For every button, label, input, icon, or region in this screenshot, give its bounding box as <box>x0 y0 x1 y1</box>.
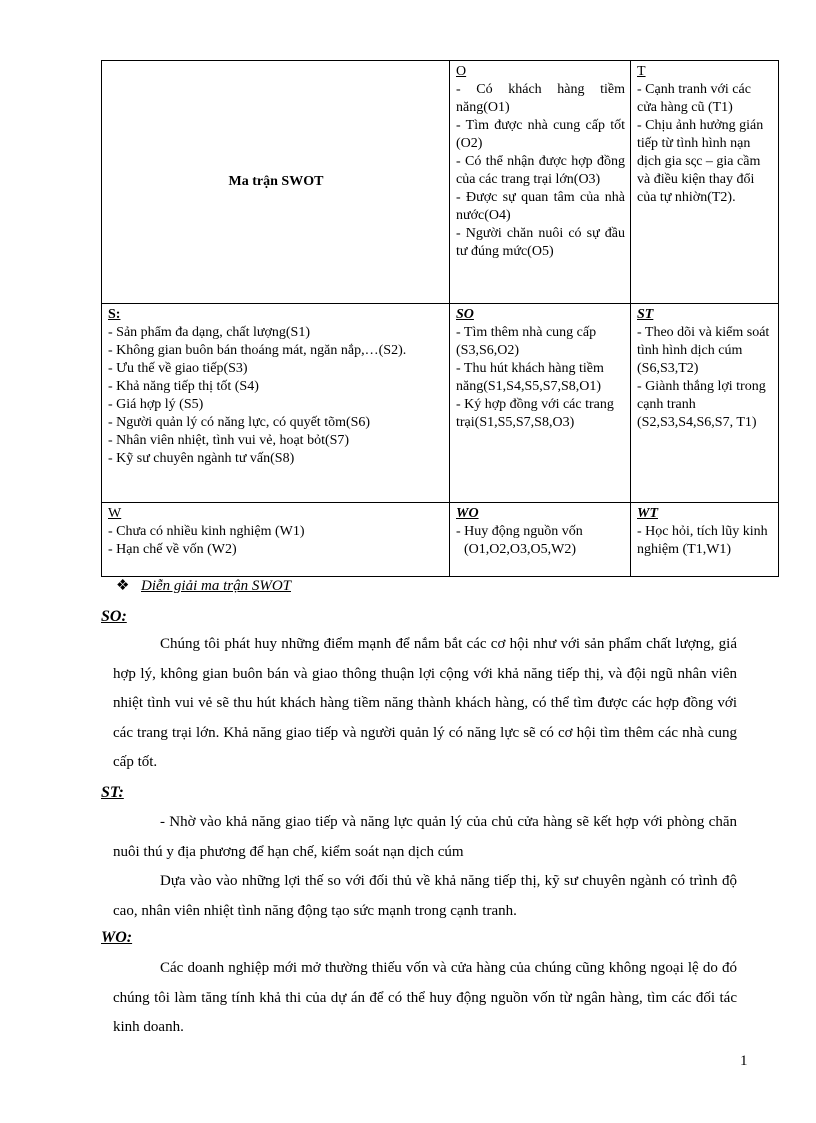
section-heading: Diễn giải ma trận SWOT <box>141 578 291 594</box>
list-item: - Tìm thêm nhà cung cấp (S3,S6,O2) <box>456 325 597 358</box>
list-item: - Sản phẩm đa dạng, chất lượng(S1) <box>108 325 311 340</box>
weaknesses-cell <box>102 503 450 577</box>
so-paragraph: Chúng tôi phát huy những điểm mạnh để nắm bắt các cơ hội như với sản phẩm chất lượng, giá hợp lý, không gian buôn bán và giao thông thuận lợi cộng với khả năng tiếp thị, và đội ngũ nhân viên nhiệt tình vui vẻ sẽ thu hút khách hàng tiềm năng thành khách hàng, có thể tìm được các hợp đồng với các trang trại lớn. Khả năng giao tiếp và người quản lý có năng lực sẽ có cơ hội tìm thêm các nhà cung cấp tốt. <box>113 636 737 770</box>
list-item: - Ưu thế về giao tiếp(S3) <box>108 361 248 376</box>
weaknesses-heading: W <box>108 506 122 521</box>
list-item: - Học hỏi, tích lũy kinh nghiệm (T1,W1) <box>637 524 768 557</box>
wo-strategy-cell <box>450 503 631 577</box>
strengths-heading: S: <box>108 307 121 322</box>
list-item: - Tìm được nhà cung cấp tốt (O2) <box>456 118 625 151</box>
wo-paragraph: Các doanh nghiệp mới mở thường thiếu vốn và cửa hàng của chúng cũng không ngoại lệ do đó chúng tôi làm tăng tính khả thi của dự án để có thể huy động nguồn vốn từ ngân hàng, tìm các đối tác kinh doanh. <box>113 960 737 1035</box>
list-item: - Chưa có nhiều kinh nghiệm (W1) <box>108 524 305 539</box>
opportunities-heading: O <box>456 64 467 79</box>
so-section-title: SO: <box>101 608 127 625</box>
list-item: - Khả năng tiếp thị tốt (S4) <box>108 379 259 394</box>
list-item: - Huy động nguồn vốn <box>456 524 583 539</box>
list-item: - Người chăn nuôi có sự đầu tư đúng mức(O5) <box>456 226 625 259</box>
wt-heading: WT <box>637 506 658 521</box>
list-item: - Hạn chế về vốn (W2) <box>108 542 237 557</box>
so-strategy-cell <box>450 304 631 503</box>
list-item: - Không gian buôn bán thoáng mát, ngăn nắp,…(S2). <box>108 343 407 358</box>
swot-corner-title: Ma trận SWOT <box>102 61 450 304</box>
st-paragraph-1: - Nhờ vào khả năng giao tiếp và năng lực quản lý của chủ cửa hàng sẽ kết hợp với phòng chăn nuôi thú y địa phương để hạn chế, kiểm soát nạn dịch cúm <box>113 814 737 860</box>
st-paragraph-2: Dựa vào vào những lợi thế so với đối thủ về khả năng tiếp thị, kỹ sư chuyên ngành có trình độ cao, nhân viên nhiệt tình năng động tạo sức mạnh trong cạnh tranh. <box>113 873 737 919</box>
wo-heading: WO <box>456 506 479 521</box>
threats-heading: T <box>637 64 646 79</box>
list-item: (O1,O2,O3,O5,W2) <box>464 542 576 557</box>
list-item: - Kỹ sư chuyên ngành tư vấn(S8) <box>108 451 295 466</box>
list-item: - Được sự quan tâm của nhà nước(O4) <box>456 190 625 223</box>
st-heading: ST <box>637 307 654 322</box>
wt-strategy-cell <box>631 503 779 577</box>
list-item: - Có khách hàng tiềm năng(O1) <box>456 82 625 115</box>
st-section-title: ST: <box>101 784 124 801</box>
diamond-bullet-icon: ❖ <box>116 578 130 594</box>
list-item: - Thu hút khách hàng tiềm năng(S1,S4,S5,S7,S8,O1) <box>456 361 604 394</box>
list-item: - Người quản lý có năng lực, có quyết tõm(S6) <box>108 415 371 430</box>
opportunities-cell <box>450 61 631 304</box>
list-item: - Chịu ảnh hưởng gián tiếp từ tình hình nạn dịch gia sςc – gia cầm và điều kiện thay đổi của tự nhiờn(T2). <box>637 118 764 205</box>
list-item: - Nhân viên nhiệt, tình vui vẻ, hoạt bỏt(S7) <box>108 433 350 448</box>
list-item: - Có thể nhận được hợp đồng của các trang trại lớn(O3) <box>456 154 625 187</box>
list-item: - Giành thắng lợi trong cạnh tranh (S2,S3,S4,S6,S7, T1) <box>637 379 766 430</box>
list-item: - Theo dõi và kiểm soát tình hình dịch cúm (S6,S3,T2) <box>637 325 770 376</box>
list-item: - Cạnh tranh với các cửa hàng cũ (T1) <box>637 82 751 115</box>
list-item: - Ký hợp đồng với các trang trại(S1,S5,S7,S8,O3) <box>456 397 614 430</box>
st-strategy-cell <box>631 304 779 503</box>
wo-section-title: WO: <box>101 929 133 946</box>
threats-cell <box>631 61 779 304</box>
list-item: - Giá hợp lý (S5) <box>108 397 204 412</box>
strengths-cell <box>102 304 450 503</box>
page-number: 1 <box>740 1053 748 1069</box>
so-heading: SO <box>456 307 474 322</box>
swot-matrix-table <box>101 60 779 577</box>
